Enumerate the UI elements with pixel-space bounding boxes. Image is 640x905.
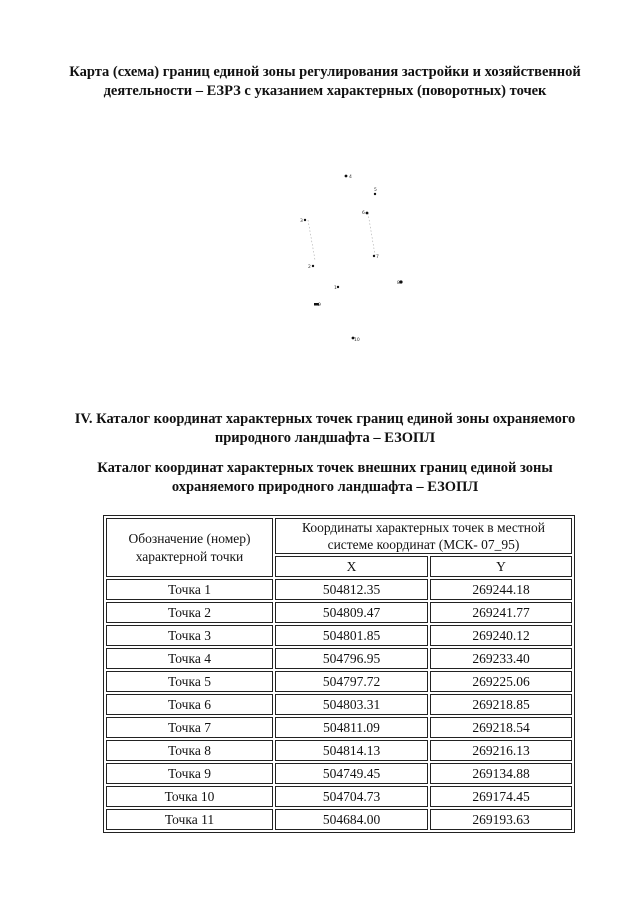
map-point-1	[337, 286, 339, 288]
boundary-lines	[308, 213, 375, 260]
y-cell: 269225.06	[430, 671, 572, 692]
map-label: 6	[362, 211, 365, 216]
catalog-subheading: Каталог координат характерных точек внешних границ единой зоны охраняемого природного ландшафта – ЕЗОПЛ	[97, 460, 553, 495]
y-cell: 269241.77	[430, 602, 572, 623]
point-name-cell: Точка 2	[106, 602, 273, 623]
table-row	[106, 694, 572, 715]
y-cell: 269218.54	[430, 717, 572, 738]
map-point-5	[374, 193, 376, 195]
header-x: X	[275, 556, 428, 577]
y-cell: 269233.40	[430, 648, 572, 669]
header-point-name: Обозначение (номер) характерной точки	[106, 518, 273, 577]
point-name-cell: Точка 8	[106, 740, 273, 761]
map-point-8	[399, 280, 402, 283]
x-cell: 504814.13	[275, 740, 428, 761]
map-point-6	[366, 212, 369, 215]
boundary-scheme-map	[280, 165, 420, 350]
table-row	[106, 671, 572, 692]
map-label: 5	[374, 188, 377, 193]
point-name-cell: Точка 5	[106, 671, 273, 692]
table-row	[106, 740, 572, 761]
point-name-cell: Точка 9	[106, 763, 273, 784]
map-label: 9	[318, 303, 321, 308]
map-label: 8	[397, 281, 400, 286]
map-label: 10	[354, 338, 360, 343]
map-point-2	[312, 265, 314, 267]
map-label: 3	[300, 219, 303, 224]
table-row	[106, 625, 572, 646]
x-cell: 504801.85	[275, 625, 428, 646]
x-cell: 504811.09	[275, 717, 428, 738]
y-cell: 269218.85	[430, 694, 572, 715]
boundary-points	[304, 175, 403, 340]
scheme-drawing	[280, 165, 420, 350]
point-name-cell: Точка 3	[106, 625, 273, 646]
y-cell: 269240.12	[430, 625, 572, 646]
point-name-cell: Точка 4	[106, 648, 273, 669]
map-label: 1	[334, 286, 337, 291]
x-cell: 504704.73	[275, 786, 428, 807]
point-name-cell: Точка 10	[106, 786, 273, 807]
y-cell: 269174.45	[430, 786, 572, 807]
point-name-cell: Точка 1	[106, 579, 273, 600]
x-cell: 504803.31	[275, 694, 428, 715]
header-coordinates: Координаты характерных точек в местной системе координат (МСК- 07_95)	[275, 518, 572, 554]
y-cell: 269216.13	[430, 740, 572, 761]
table-row	[106, 763, 572, 784]
point-name-cell: Точка 6	[106, 694, 273, 715]
table-row	[106, 648, 572, 669]
x-cell: 504684.00	[275, 809, 428, 830]
y-cell: 269244.18	[430, 579, 572, 600]
x-cell: 504797.72	[275, 671, 428, 692]
map-title: Карта (схема) границ единой зоны регулирования застройки и хозяйственной деятельности – ЕЗРЗ с указанием характерных (поворотных) точек	[69, 64, 581, 99]
x-cell: 504812.35	[275, 579, 428, 600]
x-cell: 504796.95	[275, 648, 428, 669]
coordinates-table	[103, 515, 575, 833]
table-row	[106, 602, 572, 623]
x-cell: 504809.47	[275, 602, 428, 623]
map-label: 4	[349, 175, 352, 180]
map-point-7	[373, 255, 375, 257]
map-label: 2	[308, 265, 311, 270]
y-cell: 269193.63	[430, 809, 572, 830]
point-name-cell: Точка 11	[106, 809, 273, 830]
table-row	[106, 809, 572, 830]
map-point-4	[345, 175, 348, 178]
header-y: Y	[430, 556, 572, 577]
point-name-cell: Точка 7	[106, 717, 273, 738]
table-row	[106, 579, 572, 600]
map-label: 7	[376, 255, 379, 260]
catalog-heading: IV. Каталог координат характерных точек границ единой зоны охраняемого природного ландшафта – ЕЗОПЛ	[74, 411, 576, 446]
table-row	[106, 717, 572, 738]
table-row	[106, 786, 572, 807]
x-cell: 504749.45	[275, 763, 428, 784]
y-cell: 269134.88	[430, 763, 572, 784]
map-point-3	[304, 219, 306, 221]
